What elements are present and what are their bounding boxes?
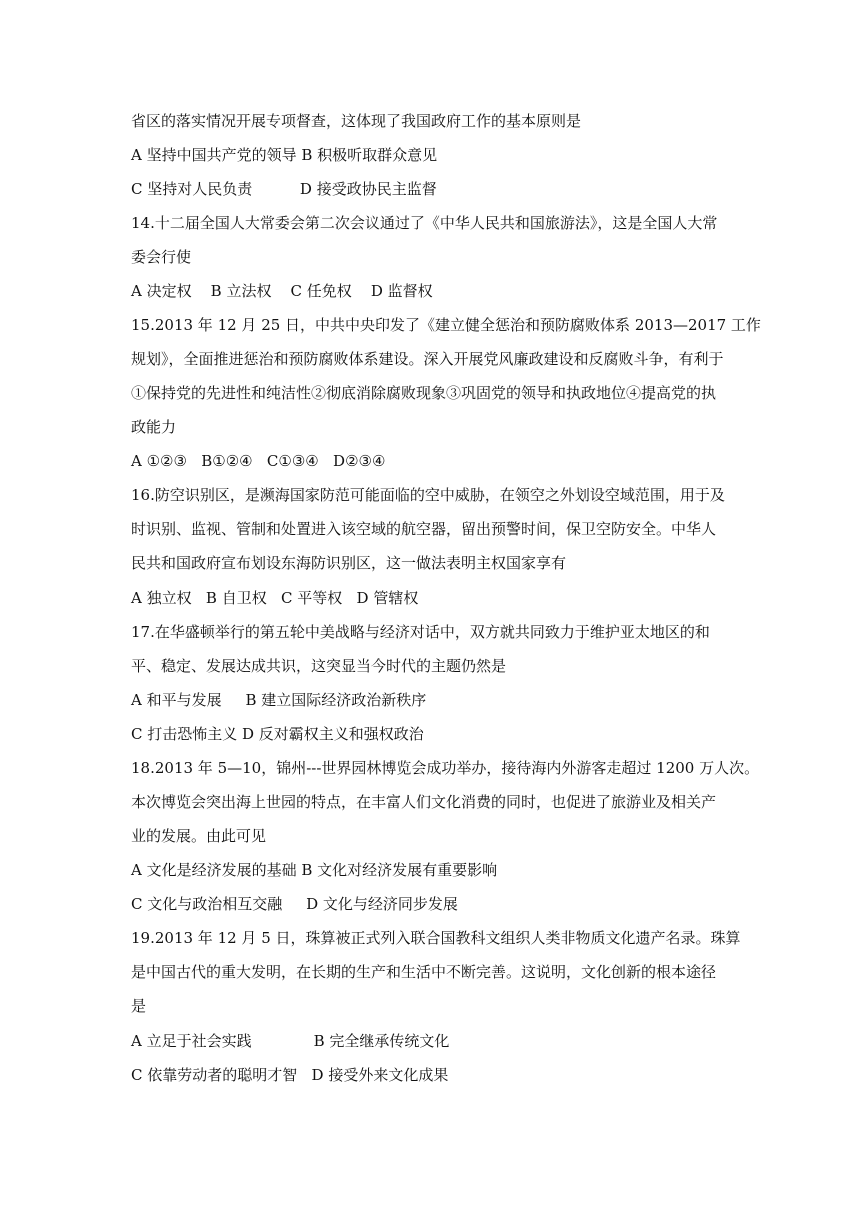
text-line: ①保持党的先进性和纯洁性②彻底消除腐败现象③巩固党的领导和执政地位④提高党的执 [131,384,717,402]
question-19: 19.2013 年 12 月 5 日，珠算被正式列入联合国教科文组织人类非物质文化遗产名录。珠算 [131,929,741,947]
question-18: 18.2013 年 5—10，锦州---世界园林博览会成功举办，接待海内外游客走超过 1200 万人次。 [131,759,760,777]
text-line: 是 [131,997,147,1015]
question-17: 17.在华盛顿举行的第五轮中美战略与经济对话中，双方就共同致力于维护亚太地区的和 [131,623,710,641]
option-line: A 和平与发展 B 建立国际经济政治新秩序 [131,691,427,709]
question-16: 16.防空识别区，是濒海国家防范可能面临的空中威胁，在领空之外划设空域范围，用于及 [131,486,725,504]
text-line: 政能力 [131,418,177,436]
question-15: 15.2013 年 12 月 25 日，中共中央印发了《建立健全惩治和预防腐败体系 2013—2017 工作 [131,316,761,334]
option-line: C 坚持对人民负责 D 接受政协民主监督 [131,180,437,198]
text-line: 民共和国政府宣布划设东海防识别区，这一做法表明主权国家享有 [131,554,567,572]
option-line: C 依靠劳动者的聪明才智 D 接受外来文化成果 [131,1066,449,1084]
text-line: 业的发展。由此可见 [131,827,267,845]
option-line: A 决定权 B 立法权 C 任免权 D 监督权 [131,282,433,300]
option-line: A 坚持中国共产党的领导 B 积极听取群众意见 [131,146,438,164]
question-14: 14.十二届全国人大常委会第二次会议通过了《中华人民共和国旅游法》，这是全国人大常 [131,214,718,232]
option-line: A 独立权 B 自卫权 C 平等权 D 管辖权 [131,589,419,607]
text-line: 委会行使 [131,248,192,266]
option-line: A 立足于社会实践 B 完全继承传统文化 [131,1032,450,1050]
text-line: 本次博览会突出海上世园的特点，在丰富人们文化消费的同时，也促进了旅游业及相关产 [131,793,717,811]
text-line: 是中国古代的重大发明，在长期的生产和生活中不断完善。这说明，文化创新的根本途径 [131,963,717,981]
text-line: 规划》，全面推进惩治和预防腐败体系建设。深入开展党风廉政建设和反腐败斗争，有利于 [131,350,724,368]
text-line: 省区的落实情况开展专项督查，这体现了我国政府工作的基本原则是 [131,112,582,130]
text-line: 时识别、监视、管制和处置进入该空域的航空器，留出预警时间，保卫空防安全。中华人 [131,520,717,538]
text-line: 平、稳定、发展达成共识，这突显当今时代的主题仍然是 [131,657,507,675]
option-line: C 打击恐怖主义 D 反对霸权主义和强权政治 [131,725,424,743]
option-line: A ①②③ B①②④ C①③④ D②③④ [131,452,386,470]
option-line: C 文化与政治相互交融 D 文化与经济同步发展 [131,895,458,913]
option-line: A 文化是经济发展的基础 B 文化对经济发展有重要影响 [131,861,498,879]
